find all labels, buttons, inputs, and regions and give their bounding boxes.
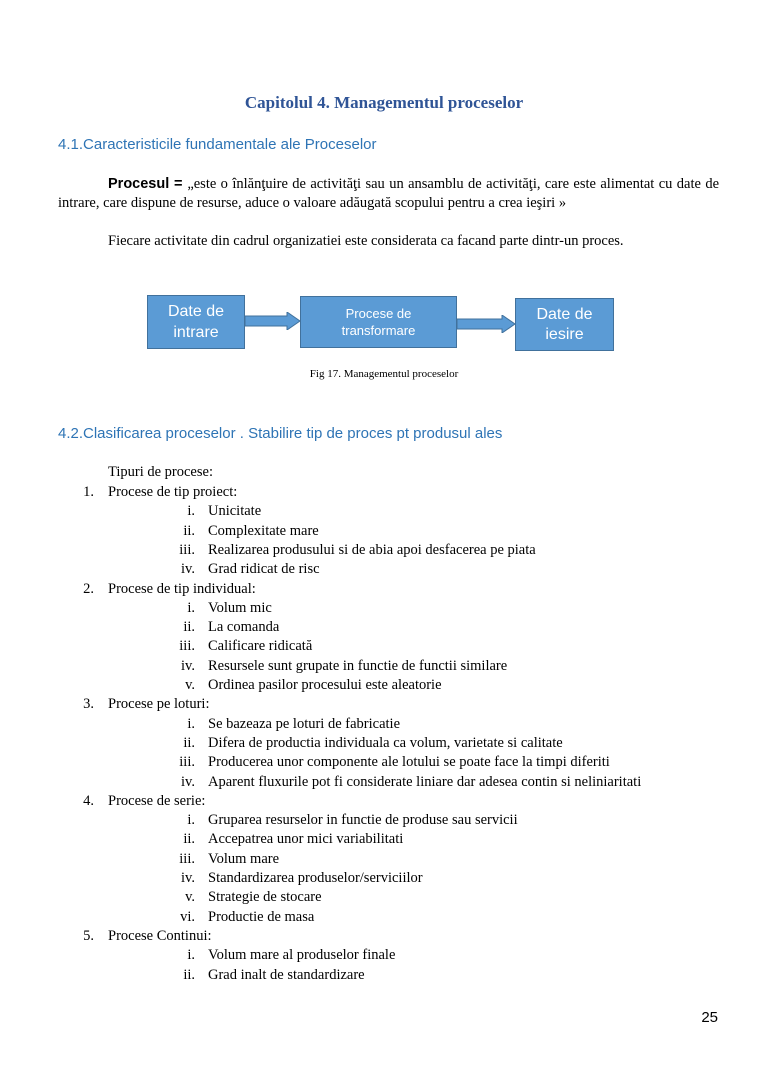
definition-term: Procesul = <box>108 176 188 192</box>
item-text: Difera de productia individuala ca volum, varietate si calitate <box>208 734 563 751</box>
item-marker: iii. <box>179 754 195 771</box>
group-number: 1. <box>83 484 94 500</box>
item-marker: v. <box>185 889 195 906</box>
arrow-icon-1 <box>245 312 301 330</box>
item-marker: i. <box>187 812 195 829</box>
item-text: Complexitate mare <box>208 522 319 539</box>
item-text: Producerea unor componente ale lotului se poate face la timpi diferiti <box>208 754 610 771</box>
item-text: Standardizarea produselor/serviciilor <box>208 870 423 886</box>
item-text: Resursele sunt grupate in functie de functii similare <box>208 657 508 674</box>
item-text: Grad ridicat de risc <box>208 561 320 578</box>
item-marker: v. <box>185 677 195 693</box>
diagram-box-input <box>147 295 245 349</box>
item-text: Strategie de stocare <box>208 889 322 906</box>
item-text: Aparent fluxurile pot fi considerate liniare dar adesea contin si neliniaritati <box>208 773 642 790</box>
item-marker: iii. <box>179 541 195 558</box>
item-marker: iii. <box>179 850 195 867</box>
item-marker: iii. <box>179 638 195 655</box>
item-marker: iv. <box>181 657 195 674</box>
item-text: Se bazeaza pe loturi de fabricatie <box>208 715 401 732</box>
group-title: Procese de tip proiect: <box>108 484 238 500</box>
group-number: 4. <box>83 792 94 809</box>
definition-paragraph <box>58 175 719 213</box>
group-title: Procese de tip individual: <box>108 580 256 597</box>
box3-line2: iesire <box>545 325 584 343</box>
definition-line-2: alimentat cu date de intrare, care dispune de resurse, aduce o valoare adăugată scopului pentru a <box>58 176 720 211</box>
arrow-icon-2 <box>457 315 516 333</box>
item-marker: vi. <box>180 908 195 925</box>
page-number: 25 <box>701 1009 718 1026</box>
item-marker: i. <box>187 715 195 732</box>
box2-line2: transformare <box>341 323 416 338</box>
item-marker: iv. <box>181 561 195 578</box>
chapter-title: Capitolul 4. Managementul proceselor <box>244 93 524 112</box>
item-text: Gruparea resurselor in functie de produse sau servicii <box>208 812 518 829</box>
diagram-box-transform <box>300 296 457 348</box>
item-text: Unicitate <box>208 503 262 520</box>
item-text: Realizarea produsului si de abia apoi desfacerea pe piata <box>208 541 536 558</box>
item-marker: i. <box>187 599 195 616</box>
item-text: Ordinea pasilor procesului este aleatorie <box>208 677 442 693</box>
item-marker: ii. <box>183 619 195 636</box>
item-text: Volum mare al produselor finale <box>208 947 396 964</box>
item-marker: ii. <box>183 522 195 539</box>
organization-sentence: Fiecare activitate din cadrul organizatiei este considerata ca facand parte dintr-un proces. <box>108 233 624 249</box>
item-marker: ii. <box>183 831 195 848</box>
item-text: Productie de masa <box>208 908 315 925</box>
item-text: Volum mic <box>208 599 272 616</box>
diagram-box-output <box>515 298 614 351</box>
box2-line1: Procese de <box>345 306 412 321</box>
item-text: Accepatrea unor mici variabilitati <box>208 831 404 848</box>
group-title: Procese Continui: <box>108 927 212 944</box>
item-marker: i. <box>187 503 195 520</box>
group-number: 2. <box>83 580 94 597</box>
process-types-intro: Tipuri de procese: <box>108 464 213 480</box>
box3-line1: Date de <box>536 305 593 323</box>
group-title: Procese de serie: <box>108 792 206 809</box>
item-marker: ii. <box>183 966 195 983</box>
section-heading-2: 4.2.Clasificarea proceselor . Stabilire tip de proces pt produsul ales <box>58 425 503 442</box>
item-marker: ii. <box>183 734 195 751</box>
group-number: 3. <box>83 696 94 713</box>
item-text: Calificare ridicată <box>208 638 313 655</box>
item-marker: iv. <box>181 870 195 886</box>
figure-caption: Fig 17. Managementul proceselor <box>309 368 459 380</box>
definition-line-1: „este o înlănţuire de activităţi sau un ansamblu de activităţi, care este <box>187 176 596 192</box>
item-text: Volum mare <box>208 850 280 867</box>
item-marker: i. <box>187 947 195 964</box>
definition-line-3: crea ieşiri » <box>498 195 567 211</box>
box1-line2: intrare <box>173 324 219 341</box>
item-marker: iv. <box>181 773 195 790</box>
group-number: 5. <box>83 927 94 944</box>
section-heading-1: 4.1.Caracteristicile fundamentale ale Proceselor <box>58 136 377 153</box>
item-text: La comanda <box>208 619 280 636</box>
group-title: Procese pe loturi: <box>108 696 210 713</box>
item-text: Grad inalt de standardizare <box>208 966 365 983</box>
box1-line1: Date de <box>167 303 225 320</box>
